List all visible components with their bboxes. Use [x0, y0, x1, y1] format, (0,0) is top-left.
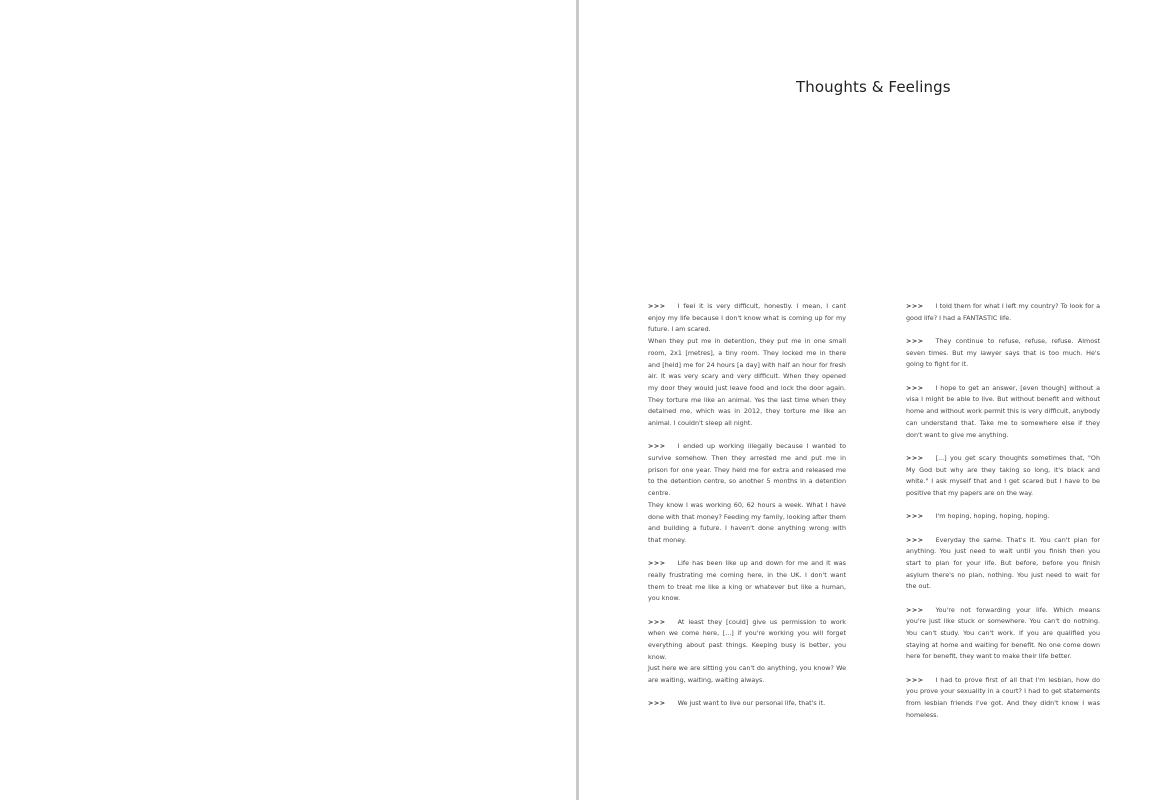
left-text-column [648, 301, 846, 722]
quote-entry [648, 617, 846, 687]
quote-paragraph [648, 301, 846, 336]
quote-paragraph [906, 511, 1100, 523]
quote-marker: >>> [648, 302, 666, 310]
quote-text: They continue to refuse, refuse, refuse. Almost seven times. But my lawyer says that is too much. He's going to fight for it. [906, 337, 1100, 369]
quote-entry [648, 558, 846, 605]
quote-text: I hope to get an answer, [even though] without a visa I might be able to live. But without benefit and without home and without work permit this is very difficult, anybody can understand that. Take me to somewhere else if they don't want to give me anything. [906, 383, 1100, 439]
quote-text: Just here we are sitting you can't do anything, you know? We are waiting, waiting, waiting always. [648, 664, 846, 685]
quote-text: They know I was working 60, 62 hours a week. What I have done with that money? Feeding my family, looking after them and building a future. I haven't done anything wrong with that money. [648, 500, 846, 544]
quote-paragraph [906, 535, 1100, 594]
quote-text: At least they [could] give us permission to work when we come here, [...] if you're working you will forget everything about past things. Keeping busy is better, you know. [648, 617, 846, 661]
quote-text: [...] you get scary thoughts sometimes that, "Oh My God but why are they taking so long, it's black and white." I ask myself that and I get scared but I have to be positive that my papers are on the way. [906, 453, 1100, 497]
quote-entry [906, 675, 1100, 722]
quote-text: When they put me in detention, they put me in one small room, 2x1 [metres], a tiny room. They locked me in there and [held] me for 24 hours [a day] with half an hour for fresh air. It was very scary and very difficult. When they opened my door they would just leave food and lock the door again. They torture me like an animal. Yes the last time when they detained me, which was in 2012, they torture me like an animal. I couldn't sleep all night. [648, 337, 846, 428]
quote-paragraph [648, 663, 846, 686]
quote-paragraph [648, 500, 846, 547]
quote-text: I'm hoping, hoping, hoping, hoping. [935, 512, 1050, 521]
quote-marker: >>> [648, 559, 666, 568]
quote-paragraph [648, 698, 846, 710]
quote-paragraph [648, 617, 846, 664]
quote-text: I ended up working illegally because I wanted to survive somehow. Then they arrested me and put me in prison for one year. They held me for extra and released me to the detention centre, so another 5 months in a detention centre. [648, 442, 846, 498]
quote-paragraph [906, 383, 1100, 442]
quote-entry [906, 383, 1100, 442]
quote-paragraph [906, 675, 1100, 722]
quote-entry [648, 301, 846, 430]
quote-marker: >>> [906, 675, 924, 684]
quote-entry [648, 698, 846, 710]
quote-text: I told them for what I left my country? To look for a good life? I had a FANTASTIC life. [906, 302, 1100, 322]
quote-paragraph [906, 301, 1100, 324]
page-heading: Thoughts & Feelings [796, 78, 951, 96]
quote-marker: >>> [906, 302, 924, 310]
quote-entry [906, 453, 1100, 500]
quote-marker: >>> [906, 535, 924, 544]
quote-paragraph [648, 441, 846, 500]
quote-marker: >>> [906, 605, 924, 614]
quote-marker: >>> [648, 699, 666, 708]
quote-entry [648, 441, 846, 546]
quote-marker: >>> [648, 442, 666, 451]
quote-marker: >>> [906, 383, 924, 392]
quote-paragraph [648, 336, 846, 430]
quote-text: I had to prove first of all that I'm lesbian, how do you prove your sexuality in a court? I had to get statements from lesbian friends I've got. And they didn't know I was homeless. [906, 675, 1100, 719]
quote-marker: >>> [648, 617, 666, 626]
quote-entry [906, 511, 1100, 523]
quote-entry [906, 301, 1100, 324]
quote-paragraph [906, 336, 1100, 371]
quote-text: You're not forwarding your life. Which means you're just like stuck or somewhere. You can't do nothing. You can't study. You can't work. If you are qualified you staying at home and waiting for benefit. No one come down here for benefit, they want to make their life better. [906, 605, 1100, 661]
quote-paragraph [906, 453, 1100, 500]
quote-entry [906, 336, 1100, 371]
quote-entry [906, 535, 1100, 594]
quote-text: I feel it is very difficult, honestly. I mean, I cant enjoy my life because I don't know what is coming up for my future. I am scared. [648, 302, 846, 334]
right-text-column [906, 301, 1100, 733]
quote-text: Everyday the same. That's it. You can't plan for anything. You just need to wait until you finish then you start to plan for your life. But before, before you finish asylum there's no plan, nothing. You just need to wait for the out. [906, 535, 1100, 591]
quote-marker: >>> [906, 337, 924, 345]
quote-entry [906, 605, 1100, 664]
quote-marker: >>> [906, 512, 924, 521]
quote-text: We just want to live our personal life, that's it. [677, 699, 826, 708]
quote-paragraph [906, 605, 1100, 664]
quote-marker: >>> [906, 453, 924, 462]
quote-paragraph [648, 558, 846, 605]
quote-text: Life has been like up and down for me and it was really frustrating me coming here, in the UK. I don't want them to treat me like a king or whatever but like a human, you know. [648, 559, 846, 603]
